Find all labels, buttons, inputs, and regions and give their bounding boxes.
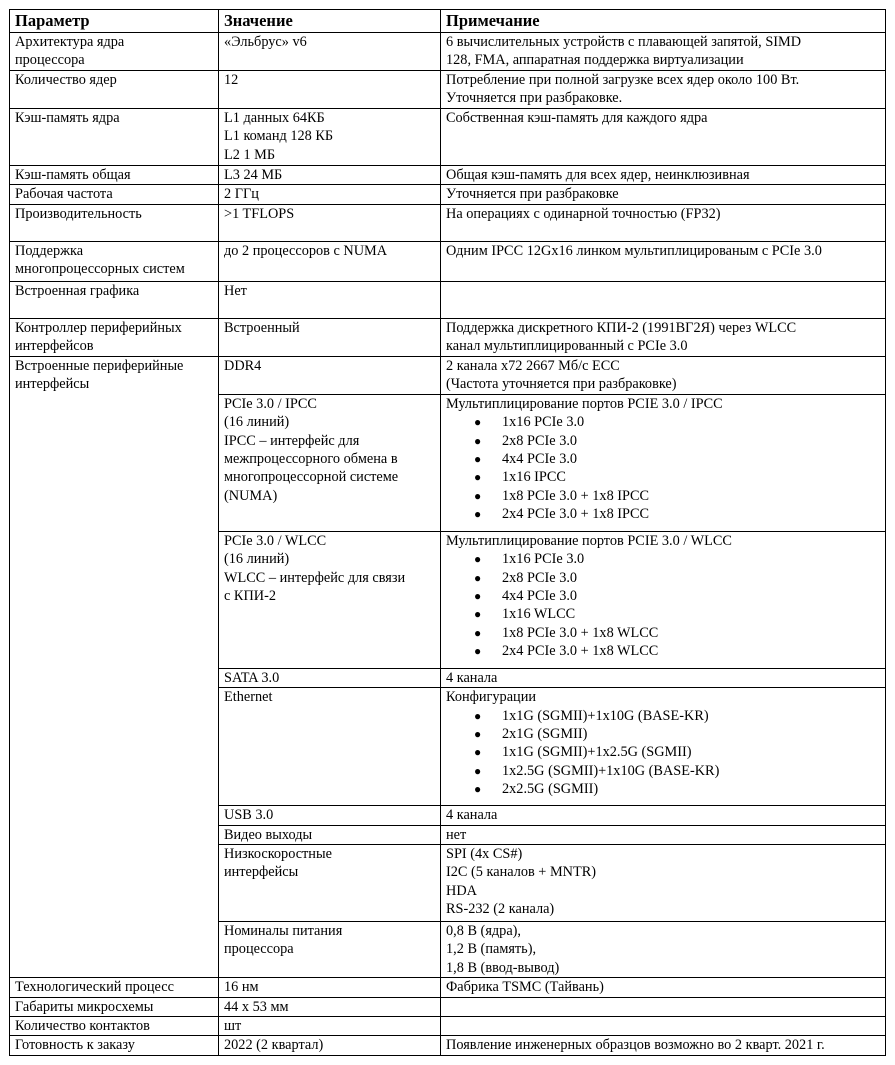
bullet-text: 1x1G (SGMII)+1x10G (BASE-KR): [502, 707, 709, 724]
table-row: [10, 1017, 886, 1036]
param-cell: [10, 318, 219, 356]
note-cell: [441, 688, 886, 806]
spec-table: [9, 9, 886, 1056]
bullet-item: [472, 624, 880, 642]
note-cell: [441, 978, 886, 997]
cell-line: Встроенная графика: [15, 282, 140, 299]
cell-line: IPCC – интерфейс для: [224, 432, 360, 449]
cell-line: шт: [224, 1018, 242, 1035]
cell-line: 12: [224, 72, 239, 88]
cell-line: L1 команд 128 КБ: [224, 128, 334, 145]
table-row: [10, 204, 886, 241]
param-cell: [10, 204, 219, 241]
bullet-text: 2x4 PCIe 3.0 + 1x8 WLCC: [502, 643, 659, 660]
param-cell: [10, 1017, 219, 1036]
cell-line: Встроенный: [224, 319, 300, 336]
bullet-item: [472, 569, 880, 587]
bullet-item: [472, 505, 880, 523]
cell-line: Поддержка: [15, 242, 84, 259]
value-cell: [219, 394, 441, 531]
cell-line: многопроцессорных систем: [15, 261, 185, 278]
bullet-item: [472, 450, 880, 468]
header-note: Примечание: [441, 10, 886, 33]
cell-line: Производительность: [15, 205, 142, 222]
value-cell: [219, 33, 441, 71]
table-row: [10, 185, 886, 204]
param-cell: [10, 71, 219, 109]
bullet-item: [472, 468, 880, 486]
header-row: [10, 10, 886, 33]
cell-line: (16 линий): [224, 551, 290, 568]
value-cell: [219, 845, 441, 922]
cell-line: PCIe 3.0 / IPCC: [224, 395, 317, 412]
header-value: Значение: [219, 10, 441, 33]
table-row: [10, 109, 886, 166]
cell-line: I2C (5 каналов + MNTR): [446, 864, 597, 881]
cell-line: до 2 процессоров с NUMA: [224, 242, 388, 259]
cell-line: Поддержка дискретного КПИ-2 (1991ВГ2Я) через WLCC: [446, 319, 797, 336]
bullet-text: 1x16 IPCC: [502, 469, 566, 486]
cell-line: SPI (4x CS#): [446, 846, 523, 863]
cell-line: DDR4: [224, 357, 262, 374]
bullet-item: [472, 487, 880, 505]
cell-line: Низкоскоростные: [224, 846, 332, 863]
cell-line: 16 нм: [224, 979, 259, 996]
table-row: [10, 166, 886, 185]
table-row: [10, 356, 886, 394]
cell-line: интерфейсы: [15, 376, 90, 393]
header-param: Параметр: [10, 10, 219, 33]
note-cell: [441, 1036, 886, 1055]
value-cell: [219, 1036, 441, 1055]
table-row: [10, 997, 886, 1016]
cell-line: WLCC – интерфейс для связи: [224, 569, 406, 586]
note-cell: [441, 241, 886, 281]
cell-line: USB 3.0: [224, 807, 274, 824]
bullet-list: [446, 707, 880, 799]
note-cell: [441, 281, 886, 318]
cell-line: Кэш-память общая: [15, 167, 131, 183]
note-cell: [441, 71, 886, 109]
bullet-icon: ●: [474, 589, 482, 604]
value-cell: [219, 1017, 441, 1036]
note-cell: [441, 33, 886, 71]
cell-line: Количество контактов: [15, 1018, 150, 1035]
cell-line: RS-232 (2 канала): [446, 901, 555, 918]
table-row: [10, 33, 886, 71]
bullet-icon: ●: [474, 708, 482, 723]
bullet-icon: ●: [474, 433, 482, 448]
value-cell: [219, 668, 441, 687]
value-cell: [219, 109, 441, 166]
param-cell: [10, 109, 219, 166]
note-title: Мультиплицирование портов PCIE 3.0 / IPCC: [446, 395, 723, 412]
cell-line: HDA: [446, 882, 477, 899]
bullet-text: 1x16 PCIe 3.0: [502, 414, 585, 431]
cell-line: Габариты микросхемы: [15, 998, 154, 1015]
cell-line: процессора: [224, 941, 294, 958]
bullet-text: 2x8 PCIe 3.0: [502, 432, 578, 449]
cell-line: «Эльбрус» v6: [224, 34, 307, 50]
bullet-text: 2x8 PCIe 3.0: [502, 569, 578, 586]
value-cell: [219, 241, 441, 281]
cell-line: (NUMA): [224, 487, 278, 504]
bullet-item: [472, 432, 880, 450]
cell-line: 2022 (2 квартал): [224, 1037, 324, 1054]
bullet-item: [472, 762, 880, 780]
cell-line: Контроллер периферийных: [15, 319, 182, 336]
cell-line: интерфейсов: [15, 338, 94, 355]
bullet-text: 4x4 PCIe 3.0: [502, 588, 578, 605]
cell-line: с КПИ-2: [224, 588, 277, 605]
bullet-icon: ●: [474, 607, 482, 622]
bullet-icon: ●: [474, 552, 482, 567]
bullet-item: [472, 707, 880, 725]
bullet-text: 2x2.5G (SGMII): [502, 781, 599, 798]
bullet-text: 2x4 PCIe 3.0 + 1x8 IPCC: [502, 506, 650, 523]
cell-line: Номиналы питания: [224, 923, 343, 940]
cell-line: Архитектура ядра: [15, 34, 125, 50]
bullet-icon: ●: [474, 782, 482, 797]
value-cell: [219, 356, 441, 394]
cell-line: канал мультиплицированный с PCIe 3.0: [446, 338, 688, 355]
cell-line: Ethernet: [224, 689, 273, 706]
cell-line: 6 вычислительных устройств с плавающей запятой, SIMD: [446, 34, 802, 50]
note-cell: [441, 997, 886, 1016]
cell-line: процессора: [15, 52, 85, 69]
bullet-item: [472, 743, 880, 761]
bullet-text: 4x4 PCIe 3.0: [502, 451, 578, 468]
bullet-icon: ●: [474, 727, 482, 742]
cell-line: Видео выходы: [224, 826, 313, 843]
value-cell: [219, 806, 441, 825]
bullet-text: 1x16 WLCC: [502, 606, 576, 623]
cell-line: нет: [446, 826, 467, 843]
note-cell: [441, 185, 886, 204]
value-cell: [219, 71, 441, 109]
cell-line: интерфейсы: [224, 864, 299, 881]
table-row: [10, 281, 886, 318]
note-cell: [441, 394, 886, 531]
bullet-icon: ●: [474, 745, 482, 760]
bullet-icon: ●: [474, 625, 482, 640]
note-cell: [441, 668, 886, 687]
param-cell: [10, 166, 219, 185]
table-row: [10, 71, 886, 109]
bullet-item: [472, 550, 880, 568]
value-cell: [441, 922, 886, 978]
bullet-icon: ●: [474, 644, 482, 659]
cell-line: Рабочая частота: [15, 186, 113, 203]
value-cell: [219, 185, 441, 204]
bullet-text: 2x1G (SGMII): [502, 726, 588, 743]
cell-line: 2 ГГц: [224, 186, 259, 203]
cell-line: Уточняется при разбраковке.: [446, 90, 623, 107]
cell-line: L1 данных 64КБ: [224, 110, 325, 126]
cell-line: 4 канала: [446, 669, 498, 686]
bullet-icon: ●: [474, 415, 482, 430]
bullet-text: 1x16 PCIe 3.0: [502, 551, 585, 568]
note-cell: [441, 356, 886, 394]
bullet-text: 1x1G (SGMII)+1x2.5G (SGMII): [502, 744, 692, 761]
value-cell: [219, 318, 441, 356]
param-cell: [10, 241, 219, 281]
cell-line: 4 канала: [446, 807, 498, 824]
bullet-text: 1x8 PCIe 3.0 + 1x8 IPCC: [502, 487, 650, 504]
cell-line: межпроцессорного обмена в: [224, 451, 398, 468]
note-cell: [441, 1017, 886, 1036]
cell-line: 0,8 В (ядра),: [446, 923, 521, 940]
cell-line: (Частота уточняется при разбраковке): [446, 376, 677, 393]
param-cell: [10, 978, 219, 997]
cell-line: Потребление при полной загрузке всех ядер около 100 Вт.: [446, 72, 800, 88]
cell-line: SATA 3.0: [224, 669, 280, 686]
note-cell: [441, 166, 886, 185]
cell-line: Технологический процесс: [15, 979, 174, 996]
cell-line: 44 х 53 мм: [224, 998, 289, 1015]
cell-line: Собственная кэш-память для каждого ядра: [446, 110, 708, 126]
cell-line: Готовность к заказу: [15, 1037, 135, 1054]
note-cell: [441, 845, 886, 922]
bullet-icon: ●: [474, 452, 482, 467]
cell-line: Кэш-память ядра: [15, 110, 120, 126]
value-cell: [219, 688, 441, 806]
value-cell: [219, 997, 441, 1016]
note-cell: [441, 109, 886, 166]
cell-line: Количество ядер: [15, 72, 117, 88]
bullet-text: 1x8 PCIe 3.0 + 1x8 WLCC: [502, 624, 659, 641]
bullet-item: [472, 605, 880, 623]
note-title: Конфигурации: [446, 689, 536, 706]
note-cell: [441, 825, 886, 844]
cell-line: PCIe 3.0 / WLCC: [224, 532, 327, 549]
note-cell: [441, 806, 886, 825]
bullet-icon: ●: [474, 470, 482, 485]
cell-line: На операциях с одинарной точностью (FP32): [446, 205, 721, 222]
param-cell: [10, 185, 219, 204]
bullet-list: [446, 550, 880, 660]
value-cell: [219, 825, 441, 844]
cell-line: L2 1 МБ: [224, 146, 276, 163]
param-cell: [10, 356, 219, 977]
bullet-item: [472, 725, 880, 743]
bullet-item: [472, 642, 880, 660]
table-row: [10, 241, 886, 281]
cell-line: Общая кэш-память для всех ядер, неинклюзивная: [446, 167, 750, 183]
cell-line: (16 линий): [224, 414, 290, 431]
cell-line: Уточняется при разбраковке: [446, 186, 619, 203]
bullet-icon: ●: [474, 488, 482, 503]
bullet-text: 1x2.5G (SGMII)+1x10G (BASE-KR): [502, 762, 720, 779]
table-row: [10, 318, 886, 356]
cell-line: Одним IPCC 12Gx16 линком мультиплицированым с PCIe 3.0: [446, 242, 822, 259]
note-cell: [441, 531, 886, 668]
value-cell: [219, 531, 441, 668]
bullet-icon: ●: [474, 570, 482, 585]
value-cell: [219, 166, 441, 185]
param-cell: [219, 922, 441, 978]
bullet-list: [446, 413, 880, 523]
note-title: Мультиплицирование портов PCIE 3.0 / WLCC: [446, 532, 732, 549]
bullet-item: [472, 587, 880, 605]
cell-line: 2 канала x72 2667 Мб/с ECC: [446, 357, 620, 374]
cell-line: Нет: [224, 282, 247, 299]
cell-line: L3 24 МБ: [224, 167, 283, 183]
param-cell: [10, 1036, 219, 1055]
param-cell: [10, 281, 219, 318]
cell-line: Фабрика TSMC (Тайвань): [446, 979, 604, 996]
bullet-item: [472, 413, 880, 431]
value-cell: [219, 978, 441, 997]
cell-line: 128, FMA, аппаратная поддержка виртуализации: [446, 52, 744, 69]
cell-line: Появление инженерных образцов возможно во 2 кварт. 2021 г.: [446, 1037, 825, 1054]
cell-line: 1,2 В (память),: [446, 941, 537, 958]
note-cell: [441, 204, 886, 241]
value-cell: [219, 204, 441, 241]
table-row: [10, 1036, 886, 1055]
value-cell: [219, 281, 441, 318]
cell-line: многопроцессорной системе: [224, 469, 399, 486]
note-cell: [441, 318, 886, 356]
bullet-icon: ●: [474, 763, 482, 778]
cell-line: 1,8 В (ввод-вывод): [446, 959, 560, 976]
param-cell: [10, 33, 219, 71]
param-cell: [10, 997, 219, 1016]
table-row: [10, 978, 886, 997]
cell-line: Встроенные периферийные: [15, 357, 184, 374]
bullet-icon: ●: [474, 507, 482, 522]
cell-line: >1 TFLOPS: [224, 205, 295, 222]
bullet-item: [472, 780, 880, 798]
